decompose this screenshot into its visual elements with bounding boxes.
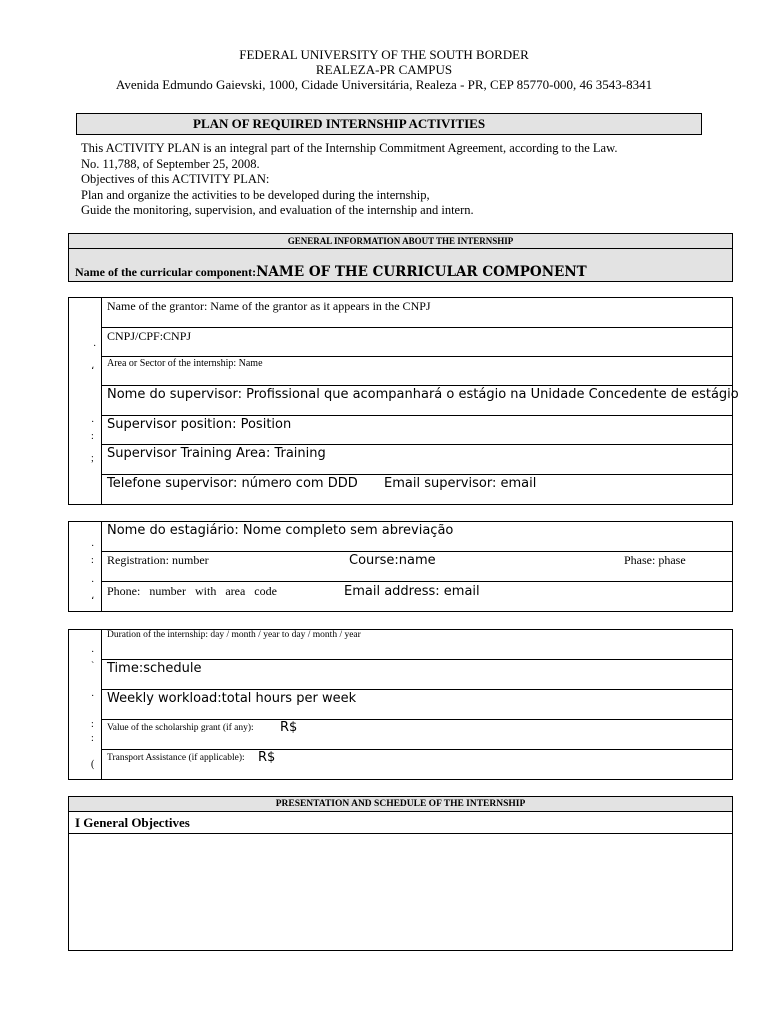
scholarship-field[interactable]	[101, 720, 732, 750]
intro-line: Plan and organize the activities to be developed during the internship,	[81, 187, 430, 202]
grantor-name-field[interactable]	[101, 298, 732, 328]
time-text: Time:schedule	[107, 661, 202, 676]
general-info-heading: GENERAL INFORMATION ABOUT THE INTERNSHIP	[69, 234, 732, 249]
supervisor-phone-text: Telefone supervisor: número com DDD	[107, 476, 358, 491]
intro-line: No. 11,788, of September 25, 2008.	[81, 156, 260, 171]
document-title: PLAN OF REQUIRED INTERNSHIP ACTIVITIES	[193, 116, 486, 131]
intern-registration-text: Registration: number	[107, 553, 209, 567]
general-objectives-textarea[interactable]	[69, 834, 732, 950]
intern-registration-row[interactable]	[101, 552, 732, 582]
duration-text: Duration of the internship: day / month / year to day / month / year	[107, 630, 361, 640]
university-name: FEDERAL UNIVERSITY OF THE SOUTH BORDER	[239, 47, 529, 62]
general-objectives-row	[69, 812, 732, 834]
intern-course-text: Course:name	[349, 553, 436, 568]
duration-field[interactable]	[101, 630, 732, 660]
curricular-component-label: Name of the curricular component:	[75, 265, 257, 279]
weekly-workload-field[interactable]	[101, 690, 732, 720]
intern-name-text: Nome do estagiário: Nome completo sem abreviação	[107, 523, 454, 538]
grantor-table	[68, 297, 739, 505]
grantor-cnpj-field[interactable]	[101, 328, 732, 357]
intro-line: Objectives of this ACTIVITY PLAN:	[81, 172, 270, 187]
intern-name-field[interactable]	[101, 522, 732, 552]
supervisor-name-text: Nome do supervisor: Profissional que acompanhará o estágio na Unidade Concedente de estágio	[107, 387, 739, 402]
intro-line: This ACTIVITY PLAN is an integral part of the Internship Commitment Agreement, according to the Law.	[81, 141, 618, 155]
scholarship-label: Value of the scholarship grant (if any):	[107, 723, 254, 733]
supervisor-training-field[interactable]	[101, 445, 732, 475]
grantor-side-label: · ، · : ;	[69, 298, 102, 504]
intern-phone-text: Phone: number with area code	[107, 584, 277, 598]
presentation-heading: PRESENTATION AND SCHEDULE OF THE INTERNSHIP	[69, 797, 732, 812]
schedule-table	[68, 629, 733, 780]
general-objectives-label: I General Objectives	[75, 815, 190, 830]
curricular-component-value: NAME OF THE CURRICULAR COMPONENT	[256, 264, 587, 280]
intro-paragraph	[81, 141, 691, 219]
supervisor-position-field[interactable]	[101, 416, 732, 445]
intern-email-text: Email address: email	[344, 584, 480, 599]
scholarship-value: R$	[280, 720, 298, 735]
time-field[interactable]	[101, 660, 732, 690]
intern-phase-text: Phase: phase	[624, 553, 686, 567]
transport-field[interactable]	[101, 750, 732, 779]
curricular-component-field[interactable]	[75, 264, 587, 280]
intern-table	[68, 521, 733, 612]
general-info-box	[68, 233, 733, 282]
internship-area-text: Area or Sector of the internship: Name	[107, 358, 263, 369]
intern-side-label: · : · ،	[69, 522, 102, 611]
presentation-box	[68, 796, 733, 951]
grantor-cnpj-text: CNPJ/CPF:CNPJ	[107, 329, 192, 343]
grantor-name-text: Name of the grantor: Name of the grantor as it appears in the CNPJ	[107, 299, 431, 313]
document-title-box	[76, 113, 702, 135]
supervisor-position-text: Supervisor position: Position	[107, 417, 292, 432]
schedule-side-label: · ` · : : (	[69, 630, 102, 779]
supervisor-email-text: Email supervisor: email	[384, 476, 537, 491]
transport-value: R$	[258, 750, 276, 765]
intro-line: Guide the monitoring, supervision, and evaluation of the internship and intern.	[81, 203, 474, 218]
weekly-workload-text: Weekly workload:total hours per week	[107, 691, 357, 706]
internship-area-field[interactable]	[101, 357, 732, 386]
transport-label: Transport Assistance (if applicable):	[107, 753, 245, 763]
supervisor-training-text: Supervisor Training Area: Training	[107, 446, 326, 461]
intern-contact-row[interactable]	[101, 582, 732, 611]
supervisor-contact-field[interactable]	[101, 475, 732, 504]
campus-name: REALEZA-PR CAMPUS	[315, 62, 453, 77]
university-address: Avenida Edmundo Gaievski, 1000, Cidade Universitária, Realeza - PR, CEP 85770-000, 46 3543-8341	[115, 77, 653, 92]
supervisor-name-field[interactable]	[101, 386, 739, 416]
